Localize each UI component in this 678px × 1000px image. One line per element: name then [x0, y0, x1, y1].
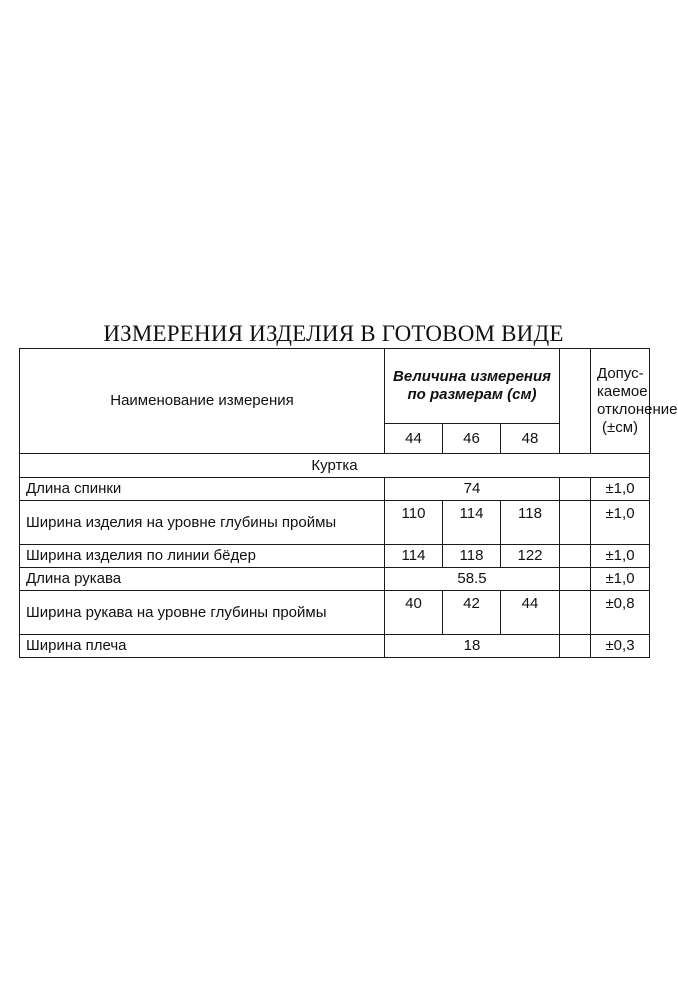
header-value-line2: по размерам (см): [407, 386, 537, 403]
row-tolerance: ±1,0: [591, 501, 650, 545]
row-value-48: 44: [501, 591, 560, 635]
row-spacer: [560, 501, 591, 545]
tolerance-line1: Допус-: [597, 365, 644, 382]
measurements-table: [19, 348, 678, 658]
row-name: Ширина изделия на уровне глубины проймы: [20, 501, 385, 545]
section-row: [20, 454, 650, 478]
row-tolerance: ±1,0: [591, 568, 650, 591]
header-name-column: Наименование измерения: [20, 349, 385, 454]
row-value-46: 114: [443, 501, 501, 545]
table-row: [20, 591, 650, 635]
row-value-44: 114: [385, 545, 443, 568]
header-spacer: [560, 349, 591, 454]
section-label: Куртка: [20, 454, 650, 478]
table-row: [20, 545, 650, 568]
row-value-46: 42: [443, 591, 501, 635]
size-44: 44: [385, 424, 443, 454]
row-value-46: 118: [443, 545, 501, 568]
row-value: 58.5: [385, 568, 560, 591]
header-value-line1: Величина измерения: [393, 368, 551, 385]
row-value-44: 40: [385, 591, 443, 635]
tolerance-line2: каемое: [597, 383, 648, 400]
row-name: Длина рукава: [20, 568, 385, 591]
header-tolerance-column: [591, 349, 678, 454]
header-value-column: [385, 349, 560, 424]
row-value: 74: [385, 478, 560, 501]
row-tolerance: ±0,3: [591, 635, 650, 658]
row-name: Ширина изделия по линии бёдер: [20, 545, 385, 568]
row-spacer: [560, 591, 591, 635]
table-row: [20, 568, 650, 591]
table-row: [20, 478, 650, 501]
row-value-48: 118: [501, 501, 560, 545]
table-row: [20, 501, 650, 545]
row-value: 18: [385, 635, 560, 658]
row-spacer: [560, 568, 591, 591]
page-title: ИЗМЕРЕНИЯ ИЗДЕЛИЯ В ГОТОВОМ ВИДЕ: [103, 321, 564, 346]
size-48: 48: [501, 424, 560, 454]
row-spacer: [560, 635, 591, 658]
row-name: Ширина рукава на уровне глубины проймы: [20, 591, 385, 635]
row-tolerance: ±0,8: [591, 591, 650, 635]
row-tolerance: ±1,0: [591, 478, 650, 501]
tolerance-line3: отклонение: [597, 401, 678, 418]
tolerance-line4: (±см): [601, 419, 639, 436]
row-name: Ширина плеча: [20, 635, 385, 658]
row-spacer: [560, 545, 591, 568]
row-value-48: 122: [501, 545, 560, 568]
row-name: Длина спинки: [20, 478, 385, 501]
row-value-44: 110: [385, 501, 443, 545]
row-spacer: [560, 478, 591, 501]
size-46: 46: [443, 424, 501, 454]
row-tolerance: ±1,0: [591, 545, 650, 568]
table-header-row: [20, 349, 650, 424]
table-row: [20, 635, 650, 658]
